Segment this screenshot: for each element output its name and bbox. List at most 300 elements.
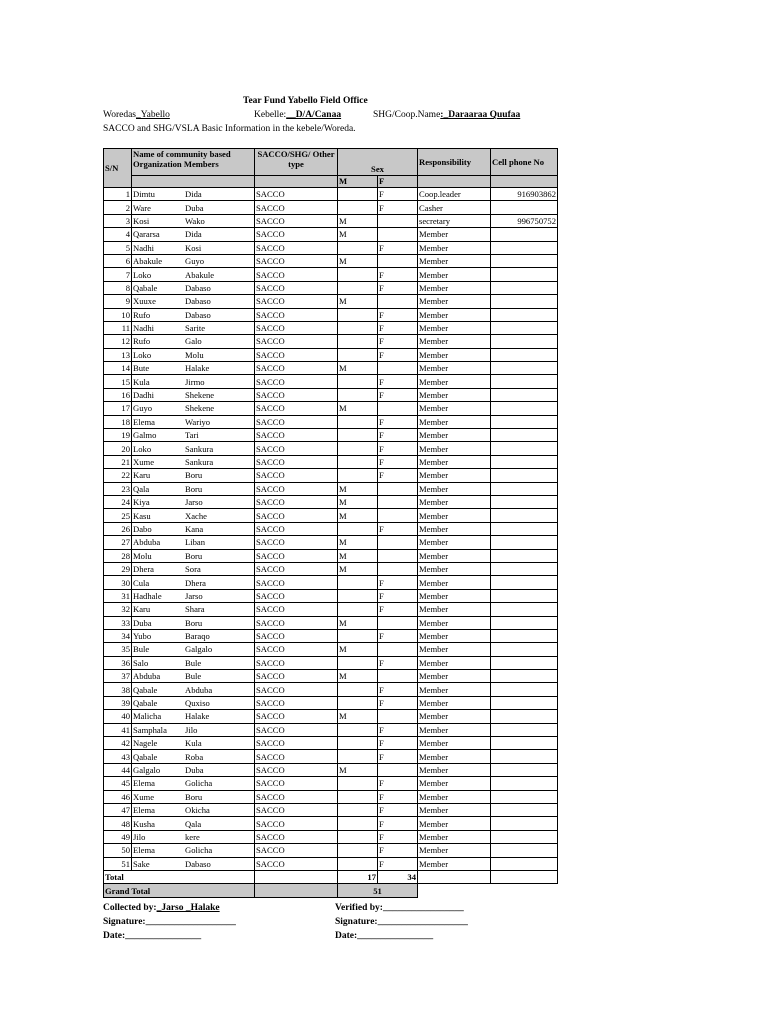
row-male: M	[338, 402, 378, 415]
verified-by	[335, 903, 464, 913]
row-responsibility: Member	[418, 830, 491, 843]
table-row	[104, 254, 558, 267]
row-type: SACCO	[255, 737, 338, 750]
row-female: F	[378, 723, 418, 736]
row-name	[132, 683, 255, 696]
row-male	[338, 335, 378, 348]
row-name	[132, 830, 255, 843]
row-first-name: Xuuxe	[133, 296, 156, 307]
table-row	[104, 469, 558, 482]
row-female	[378, 616, 418, 629]
row-last-name: Kosi	[185, 242, 202, 253]
row-responsibility: Member	[418, 482, 491, 495]
row-phone	[491, 241, 558, 254]
row-first-name: Molu	[133, 550, 152, 561]
woreda-label: Woredas	[103, 110, 136, 120]
row-last-name: Golicha	[185, 845, 213, 856]
row-last-name: Bule	[185, 671, 202, 682]
total-male: 17	[338, 870, 378, 883]
row-responsibility: Member	[418, 522, 491, 535]
row-responsibility: Member	[418, 603, 491, 616]
row-name	[132, 455, 255, 468]
row-first-name: Ware	[133, 202, 151, 213]
row-phone	[491, 402, 558, 415]
row-phone	[491, 844, 558, 857]
row-phone	[491, 201, 558, 214]
grand-total-blank	[418, 884, 491, 897]
row-last-name: Molu	[185, 349, 204, 360]
row-last-name: Jilo	[185, 724, 198, 735]
table-row	[104, 670, 558, 683]
row-female	[378, 254, 418, 267]
row-type: SACCO	[255, 295, 338, 308]
table-row	[104, 335, 558, 348]
row-sn: 32	[104, 603, 132, 616]
row-name	[132, 469, 255, 482]
row-female: F	[378, 750, 418, 763]
row-female: F	[378, 790, 418, 803]
row-type: SACCO	[255, 790, 338, 803]
row-type: SACCO	[255, 803, 338, 816]
row-male: M	[338, 763, 378, 776]
row-phone	[491, 495, 558, 508]
table-row	[104, 241, 558, 254]
row-male	[338, 589, 378, 602]
row-responsibility: Member	[418, 616, 491, 629]
row-first-name: Abakule	[133, 256, 163, 267]
table-row	[104, 214, 558, 227]
row-phone	[491, 415, 558, 428]
row-male: M	[338, 495, 378, 508]
date-left: Date:________________	[103, 931, 202, 941]
row-phone: 916903862	[491, 188, 558, 201]
row-name	[132, 629, 255, 642]
row-female	[378, 562, 418, 575]
row-phone	[491, 388, 558, 401]
verified-blank: _________________	[382, 903, 464, 913]
row-responsibility: Member	[418, 375, 491, 388]
signature-right: Signature:___________________	[335, 917, 468, 927]
row-female: F	[378, 737, 418, 750]
collected-label: Collected by:	[103, 903, 157, 913]
row-name	[132, 254, 255, 267]
shg-value: :_Daraaraa Quufaa	[440, 110, 521, 120]
shg-label: SHG/Coop.Name	[373, 110, 441, 120]
table-row	[104, 576, 558, 589]
row-type: SACCO	[255, 536, 338, 549]
row-male	[338, 308, 378, 321]
row-first-name: Cula	[133, 577, 150, 588]
total-label: Total	[104, 870, 255, 883]
row-name	[132, 696, 255, 709]
row-last-name: Galgalo	[185, 644, 213, 655]
row-first-name: Xume	[133, 457, 155, 467]
row-phone	[491, 536, 558, 549]
row-phone	[491, 522, 558, 535]
row-phone	[491, 295, 558, 308]
row-name	[132, 616, 255, 629]
table-row	[104, 723, 558, 736]
row-first-name: Bule	[133, 644, 150, 655]
table-row	[104, 629, 558, 642]
table-row	[104, 643, 558, 656]
row-male	[338, 723, 378, 736]
row-sn: 7	[104, 268, 132, 281]
row-phone	[491, 455, 558, 468]
row-responsibility: Member	[418, 576, 491, 589]
row-responsibility: Member	[418, 683, 491, 696]
row-name	[132, 522, 255, 535]
table-row	[104, 442, 558, 455]
row-phone	[491, 562, 558, 575]
row-male: M	[338, 228, 378, 241]
row-female	[378, 670, 418, 683]
row-female: F	[378, 415, 418, 428]
row-male	[338, 603, 378, 616]
row-first-name: Karu	[133, 604, 151, 615]
subheader-blank	[132, 176, 255, 188]
row-male	[338, 777, 378, 790]
row-first-name: Guyo	[133, 403, 153, 414]
row-female	[378, 495, 418, 508]
row-first-name: Dabo	[133, 523, 152, 534]
row-last-name: Golicha	[185, 778, 213, 789]
row-last-name: Guyo	[185, 256, 205, 267]
date-right: Date:________________	[335, 931, 434, 941]
row-type: SACCO	[255, 710, 338, 723]
row-type: SACCO	[255, 576, 338, 589]
row-sn: 19	[104, 429, 132, 442]
row-responsibility: Member	[418, 348, 491, 361]
row-responsibility: Member	[418, 495, 491, 508]
row-last-name: Shara	[185, 604, 205, 615]
row-name	[132, 723, 255, 736]
row-last-name: Halake	[185, 711, 210, 722]
row-responsibility: Member	[418, 803, 491, 816]
row-first-name: Bute	[133, 363, 150, 374]
row-female: F	[378, 429, 418, 442]
table-row	[104, 616, 558, 629]
table-row	[104, 763, 558, 776]
row-male	[338, 348, 378, 361]
row-first-name: Loko	[133, 349, 152, 360]
row-last-name: Jirmo	[185, 376, 205, 387]
row-first-name: Nadhi	[133, 323, 155, 334]
grand-total-blank	[255, 884, 338, 897]
row-name	[132, 670, 255, 683]
row-name	[132, 589, 255, 602]
row-last-name: Quxiso	[185, 698, 210, 709]
row-phone	[491, 589, 558, 602]
row-last-name: Kana	[185, 523, 204, 534]
table-row	[104, 803, 558, 816]
row-phone	[491, 362, 558, 375]
row-sn: 46	[104, 790, 132, 803]
table-header-row	[104, 149, 558, 176]
table-row	[104, 737, 558, 750]
row-type: SACCO	[255, 268, 338, 281]
grand-total-blank	[491, 884, 558, 897]
row-sn: 25	[104, 509, 132, 522]
row-male	[338, 522, 378, 535]
row-female: F	[378, 603, 418, 616]
row-phone	[491, 763, 558, 776]
table-row	[104, 656, 558, 669]
row-male	[338, 375, 378, 388]
row-type: SACCO	[255, 188, 338, 201]
total-blank	[418, 870, 491, 883]
table-row	[104, 321, 558, 334]
table-row	[104, 844, 558, 857]
row-type: SACCO	[255, 857, 338, 870]
row-male	[338, 442, 378, 455]
row-female: F	[378, 522, 418, 535]
row-female: F	[378, 281, 418, 294]
row-responsibility: Member	[418, 844, 491, 857]
row-first-name: Galgalo	[133, 764, 161, 775]
row-responsibility: Member	[418, 308, 491, 321]
row-type: SACCO	[255, 228, 338, 241]
collected-by	[103, 903, 220, 913]
row-type: SACCO	[255, 281, 338, 294]
row-responsibility: secretary	[418, 214, 491, 227]
row-first-name: Dhera	[133, 564, 154, 575]
row-responsibility: Member	[418, 509, 491, 522]
row-name	[132, 241, 255, 254]
grand-total-row	[104, 884, 558, 897]
row-sn: 36	[104, 656, 132, 669]
row-last-name: Dida	[185, 229, 202, 240]
row-male: M	[338, 362, 378, 375]
row-name	[132, 844, 255, 857]
row-sn: 3	[104, 214, 132, 227]
row-first-name: Elema	[133, 845, 155, 856]
row-responsibility: Casher	[418, 201, 491, 214]
row-first-name: Kasu	[133, 510, 151, 521]
row-responsibility: Member	[418, 750, 491, 763]
row-last-name: Wariyo	[185, 416, 211, 427]
row-first-name: Galmo	[133, 430, 157, 441]
row-name	[132, 362, 255, 375]
table-row	[104, 536, 558, 549]
row-male	[338, 469, 378, 482]
table-row	[104, 362, 558, 375]
row-first-name: Dimtu	[133, 189, 155, 200]
table-row	[104, 482, 558, 495]
row-male	[338, 321, 378, 334]
table-row	[104, 817, 558, 830]
row-phone	[491, 228, 558, 241]
table-row	[104, 295, 558, 308]
row-last-name: Kula	[185, 738, 202, 749]
row-type: SACCO	[255, 509, 338, 522]
row-sn: 22	[104, 469, 132, 482]
row-female: F	[378, 803, 418, 816]
row-phone	[491, 777, 558, 790]
row-sn: 42	[104, 737, 132, 750]
header-sex: Sex	[338, 149, 418, 176]
row-first-name: Nadhi	[133, 242, 155, 253]
row-first-name: Abduba	[133, 671, 161, 682]
row-last-name: Qala	[185, 818, 202, 829]
row-type: SACCO	[255, 348, 338, 361]
row-first-name: Elema	[133, 778, 155, 789]
row-name	[132, 228, 255, 241]
row-female: F	[378, 321, 418, 334]
row-male	[338, 388, 378, 401]
subheader-blank	[418, 176, 491, 188]
row-female: F	[378, 375, 418, 388]
row-sn: 29	[104, 562, 132, 575]
row-first-name: Kusha	[133, 818, 155, 829]
row-sn: 20	[104, 442, 132, 455]
row-last-name: Wako	[185, 215, 205, 226]
verified-label: Verified by:	[335, 903, 383, 913]
row-phone	[491, 482, 558, 495]
row-male	[338, 750, 378, 763]
row-female: F	[378, 268, 418, 281]
row-female: F	[378, 188, 418, 201]
row-last-name: Boru	[185, 617, 203, 628]
row-sn: 24	[104, 495, 132, 508]
row-sn: 9	[104, 295, 132, 308]
row-female	[378, 536, 418, 549]
row-sn: 51	[104, 857, 132, 870]
row-phone	[491, 750, 558, 763]
row-first-name: Qabale	[133, 698, 158, 709]
row-first-name: Qabale	[133, 684, 158, 695]
row-type: SACCO	[255, 522, 338, 535]
row-sn: 21	[104, 455, 132, 468]
table-row	[104, 830, 558, 843]
row-first-name: Salo	[133, 657, 149, 668]
row-name	[132, 442, 255, 455]
header-responsibility: Responsibility	[418, 149, 491, 176]
row-phone	[491, 817, 558, 830]
row-type: SACCO	[255, 723, 338, 736]
row-responsibility: Member	[418, 335, 491, 348]
row-female: F	[378, 817, 418, 830]
table-row	[104, 603, 558, 616]
row-last-name: Dabaso	[185, 309, 211, 320]
row-sn: 48	[104, 817, 132, 830]
row-responsibility: Member	[418, 281, 491, 294]
row-sn: 16	[104, 388, 132, 401]
kebele-label: Kebelle:	[254, 110, 287, 120]
row-male: M	[338, 549, 378, 562]
row-male: M	[338, 295, 378, 308]
row-first-name: Loko	[133, 443, 152, 454]
row-last-name: Abduba	[185, 684, 213, 695]
row-female: F	[378, 335, 418, 348]
row-phone	[491, 335, 558, 348]
row-responsibility: Member	[418, 321, 491, 334]
row-type: SACCO	[255, 696, 338, 709]
row-female	[378, 362, 418, 375]
row-female	[378, 549, 418, 562]
row-female	[378, 214, 418, 227]
table-row	[104, 415, 558, 428]
row-name	[132, 857, 255, 870]
row-name	[132, 603, 255, 616]
row-first-name: Abduba	[133, 537, 161, 548]
row-phone	[491, 348, 558, 361]
row-phone	[491, 576, 558, 589]
row-first-name: Karu	[133, 470, 151, 481]
table-row	[104, 777, 558, 790]
table-row	[104, 509, 558, 522]
table-row	[104, 750, 558, 763]
row-female: F	[378, 469, 418, 482]
row-phone	[491, 375, 558, 388]
row-name	[132, 321, 255, 334]
row-last-name: Boru	[185, 470, 203, 481]
row-phone	[491, 281, 558, 294]
row-type: SACCO	[255, 375, 338, 388]
row-name	[132, 308, 255, 321]
row-female: F	[378, 830, 418, 843]
row-last-name: Dhera	[185, 577, 206, 588]
row-type: SACCO	[255, 750, 338, 763]
row-first-name: Elema	[133, 805, 155, 816]
row-female: F	[378, 629, 418, 642]
row-sn: 44	[104, 763, 132, 776]
row-phone	[491, 710, 558, 723]
header-phone: Cell phone No	[491, 149, 558, 176]
row-name	[132, 536, 255, 549]
row-type: SACCO	[255, 777, 338, 790]
table-row	[104, 388, 558, 401]
row-male	[338, 241, 378, 254]
row-male	[338, 415, 378, 428]
row-male: M	[338, 616, 378, 629]
row-responsibility: Member	[418, 268, 491, 281]
row-male	[338, 830, 378, 843]
row-sn: 35	[104, 643, 132, 656]
row-sn: 49	[104, 830, 132, 843]
shg-field	[373, 110, 520, 120]
row-responsibility: Member	[418, 241, 491, 254]
row-responsibility: Member	[418, 415, 491, 428]
header-male: M	[338, 176, 378, 188]
row-phone	[491, 643, 558, 656]
row-type: SACCO	[255, 241, 338, 254]
row-responsibility: Member	[418, 442, 491, 455]
total-female: 34	[378, 870, 418, 883]
row-sn: 6	[104, 254, 132, 267]
row-first-name: Dadhi	[133, 390, 155, 401]
row-phone	[491, 429, 558, 442]
row-sn: 17	[104, 402, 132, 415]
table-row	[104, 790, 558, 803]
row-female: F	[378, 241, 418, 254]
row-phone	[491, 656, 558, 669]
row-responsibility: Member	[418, 469, 491, 482]
row-first-name: Loko	[133, 269, 152, 280]
row-name	[132, 188, 255, 201]
row-name	[132, 763, 255, 776]
row-male	[338, 696, 378, 709]
row-type: SACCO	[255, 469, 338, 482]
row-last-name: Shekene	[185, 390, 215, 401]
row-sn: 23	[104, 482, 132, 495]
table-row	[104, 696, 558, 709]
row-responsibility: Member	[418, 362, 491, 375]
row-type: SACCO	[255, 830, 338, 843]
row-last-name: Duba	[185, 202, 204, 213]
kebele-field	[254, 110, 341, 120]
row-type: SACCO	[255, 562, 338, 575]
